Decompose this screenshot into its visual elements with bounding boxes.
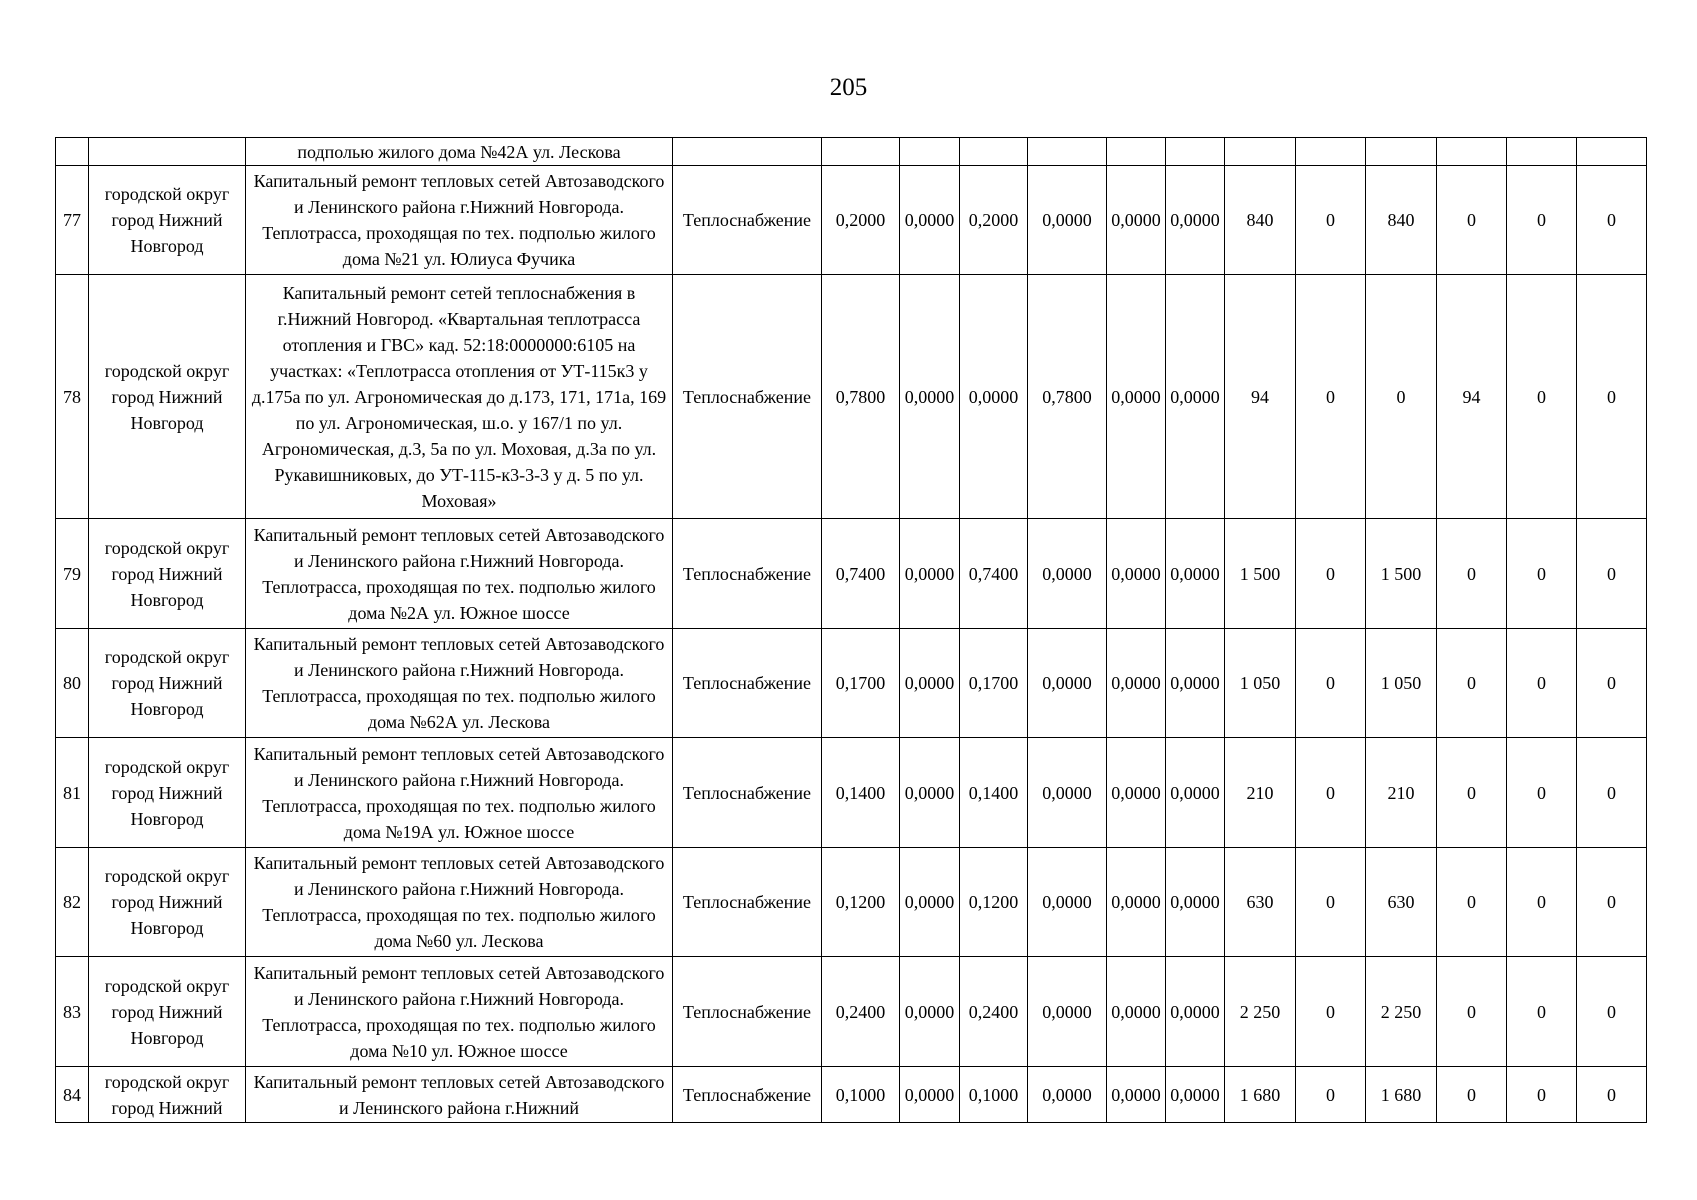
- cell-num: 79: [56, 519, 89, 629]
- cell-v6: 0,0000: [1166, 957, 1225, 1067]
- works-table: [55, 137, 1647, 1123]
- cell-c4: 0: [1437, 1067, 1507, 1123]
- cell-v5: 0,0000: [1107, 848, 1166, 957]
- cell-c3: [1366, 138, 1437, 166]
- cell-type: Теплоснабжение: [673, 957, 822, 1067]
- cell-v4: 0,0000: [1028, 848, 1107, 957]
- table-row: [56, 957, 1647, 1067]
- cell-c3: 2 250: [1366, 957, 1437, 1067]
- cell-c5: 0: [1507, 519, 1577, 629]
- cell-v5: 0,0000: [1107, 519, 1166, 629]
- cell-v1: 0,1400: [822, 738, 900, 848]
- cell-municipality: городской округ город Нижний Новгород: [89, 166, 246, 275]
- cell-c6: 0: [1577, 629, 1647, 738]
- cell-v3: 0,1000: [960, 1067, 1028, 1123]
- cell-municipality: городской округ город Нижний Новгород: [89, 519, 246, 629]
- cell-c3: 1 680: [1366, 1067, 1437, 1123]
- cell-c1: 1 680: [1225, 1067, 1296, 1123]
- cell-num: 84: [56, 1067, 89, 1123]
- cell-v5: 0,0000: [1107, 1067, 1166, 1123]
- cell-description: Капитальный ремонт тепловых сетей Автозаводского и Ленинского района г.Нижний Новгорода. Теплотрасса, проходящая по тех. подполью жилого дома №10 ул. Южное шоссе: [246, 957, 673, 1067]
- table-row-continuation: [56, 138, 1647, 166]
- cell-c4: 94: [1437, 275, 1507, 519]
- cell-v6: 0,0000: [1166, 275, 1225, 519]
- cell-v1: 0,1700: [822, 629, 900, 738]
- cell-v2: 0,0000: [900, 848, 960, 957]
- cell-v1: 0,7800: [822, 275, 900, 519]
- cell-c3: 840: [1366, 166, 1437, 275]
- cell-c4: 0: [1437, 848, 1507, 957]
- cell-num: 82: [56, 848, 89, 957]
- cell-municipality: городской округ город Нижний Новгород: [89, 629, 246, 738]
- cell-c1: 630: [1225, 848, 1296, 957]
- table-row: [56, 738, 1647, 848]
- table-body: [56, 138, 1647, 1123]
- table-row: [56, 166, 1647, 275]
- cell-c5: 0: [1507, 275, 1577, 519]
- cell-v2: 0,0000: [900, 629, 960, 738]
- cell-c2: 0: [1296, 166, 1366, 275]
- cell-v4: 0,0000: [1028, 166, 1107, 275]
- table-row: [56, 275, 1647, 519]
- cell-v2: 0,0000: [900, 957, 960, 1067]
- cell-c5: [1507, 138, 1577, 166]
- cell-c6: 0: [1577, 957, 1647, 1067]
- table-row: [56, 519, 1647, 629]
- cell-c3: 0: [1366, 275, 1437, 519]
- cell-c1: 210: [1225, 738, 1296, 848]
- cell-v5: 0,0000: [1107, 738, 1166, 848]
- cell-c4: 0: [1437, 957, 1507, 1067]
- cell-v5: 0,0000: [1107, 957, 1166, 1067]
- cell-municipality: [89, 138, 246, 166]
- cell-description: Капитальный ремонт тепловых сетей Автозаводского и Ленинского района г.Нижний: [246, 1067, 673, 1123]
- cell-c1: 94: [1225, 275, 1296, 519]
- table-row: [56, 848, 1647, 957]
- cell-c6: 0: [1577, 738, 1647, 848]
- cell-description: Капитальный ремонт тепловых сетей Автозаводского и Ленинского района г.Нижний Новгорода. Теплотрасса, проходящая по тех. подполью жилого дома №19А ул. Южное шоссе: [246, 738, 673, 848]
- cell-c2: 0: [1296, 519, 1366, 629]
- cell-v5: 0,0000: [1107, 166, 1166, 275]
- cell-c3: 1 500: [1366, 519, 1437, 629]
- cell-c2: [1296, 138, 1366, 166]
- cell-c5: 0: [1507, 738, 1577, 848]
- cell-municipality: городской округ город Нижний Новгород: [89, 957, 246, 1067]
- cell-v1: 0,1200: [822, 848, 900, 957]
- cell-c4: 0: [1437, 166, 1507, 275]
- cell-num: 80: [56, 629, 89, 738]
- cell-c6: [1577, 138, 1647, 166]
- cell-c5: 0: [1507, 957, 1577, 1067]
- cell-type: Теплоснабжение: [673, 275, 822, 519]
- cell-c3: 210: [1366, 738, 1437, 848]
- cell-c3: 630: [1366, 848, 1437, 957]
- cell-v4: 0,0000: [1028, 1067, 1107, 1123]
- cell-v6: [1166, 138, 1225, 166]
- cell-v3: 0,7400: [960, 519, 1028, 629]
- cell-v4: 0,0000: [1028, 519, 1107, 629]
- cell-c1: 1 050: [1225, 629, 1296, 738]
- cell-description: Капитальный ремонт тепловых сетей Автозаводского и Ленинского района г.Нижний Новгорода. Теплотрасса, проходящая по тех. подполью жилого дома №21 ул. Юлиуса Фучика: [246, 166, 673, 275]
- cell-v4: 0,0000: [1028, 957, 1107, 1067]
- cell-v6: 0,0000: [1166, 1067, 1225, 1123]
- cell-v4: 0,0000: [1028, 629, 1107, 738]
- cell-c2: 0: [1296, 1067, 1366, 1123]
- cell-v2: [900, 138, 960, 166]
- cell-v2: 0,0000: [900, 738, 960, 848]
- cell-v3: 0,1700: [960, 629, 1028, 738]
- cell-c1: 840: [1225, 166, 1296, 275]
- cell-v3: 0,1200: [960, 848, 1028, 957]
- cell-v1: 0,7400: [822, 519, 900, 629]
- cell-c3: 1 050: [1366, 629, 1437, 738]
- cell-v1: [822, 138, 900, 166]
- cell-v5: 0,0000: [1107, 629, 1166, 738]
- cell-v1: 0,1000: [822, 1067, 900, 1123]
- cell-type: Теплоснабжение: [673, 848, 822, 957]
- cell-v4: 0,7800: [1028, 275, 1107, 519]
- cell-v4: [1028, 138, 1107, 166]
- cell-c1: 2 250: [1225, 957, 1296, 1067]
- cell-v2: 0,0000: [900, 275, 960, 519]
- cell-v6: 0,0000: [1166, 166, 1225, 275]
- cell-v6: 0,0000: [1166, 848, 1225, 957]
- table-row: [56, 1067, 1647, 1123]
- cell-c6: 0: [1577, 166, 1647, 275]
- cell-type: Теплоснабжение: [673, 519, 822, 629]
- cell-type: Теплоснабжение: [673, 738, 822, 848]
- cell-c5: 0: [1507, 1067, 1577, 1123]
- cell-type: Теплоснабжение: [673, 166, 822, 275]
- cell-v3: 0,2400: [960, 957, 1028, 1067]
- cell-num: 78: [56, 275, 89, 519]
- cell-c1: [1225, 138, 1296, 166]
- cell-v3: 0,2000: [960, 166, 1028, 275]
- cell-c4: 0: [1437, 738, 1507, 848]
- cell-description: подполью жилого дома №42А ул. Лескова: [246, 138, 673, 166]
- cell-description: Капитальный ремонт тепловых сетей Автозаводского и Ленинского района г.Нижний Новгорода. Теплотрасса, проходящая по тех. подполью жилого дома №62А ул. Лескова: [246, 629, 673, 738]
- cell-c6: 0: [1577, 848, 1647, 957]
- cell-num: [56, 138, 89, 166]
- cell-c2: 0: [1296, 275, 1366, 519]
- cell-municipality: городской округ город Нижний Новгород: [89, 848, 246, 957]
- cell-v6: 0,0000: [1166, 629, 1225, 738]
- cell-municipality: городской округ город Нижний Новгород: [89, 738, 246, 848]
- cell-c1: 1 500: [1225, 519, 1296, 629]
- cell-v2: 0,0000: [900, 1067, 960, 1123]
- cell-description: Капитальный ремонт сетей теплоснабжения в г.Нижний Новгород. «Квартальная теплотрасса отопления и ГВС» кад. 52:18:0000000:6105 на участках: «Теплотрасса отопления от УТ-115к3 у д.175а по ул. Агрономическая до д.173, 171, 171а, 169 по ул. Агрономическая, ш.о. у 167/1 по ул. Агрономическая, д.3, 5а по ул. Моховая, д.3а по ул. Рукавишниковых, до УТ-115-к3-3-3 у д. 5 по ул. Моховая»: [246, 275, 673, 519]
- cell-num: 81: [56, 738, 89, 848]
- cell-c4: [1437, 138, 1507, 166]
- table-row: [56, 629, 1647, 738]
- cell-municipality: городской округ город Нижний: [89, 1067, 246, 1123]
- page-number: 205: [829, 74, 868, 101]
- cell-num: 83: [56, 957, 89, 1067]
- cell-type: [673, 138, 822, 166]
- cell-c6: 0: [1577, 275, 1647, 519]
- cell-c4: 0: [1437, 629, 1507, 738]
- cell-c5: 0: [1507, 629, 1577, 738]
- cell-c2: 0: [1296, 738, 1366, 848]
- cell-v6: 0,0000: [1166, 519, 1225, 629]
- cell-c2: 0: [1296, 848, 1366, 957]
- cell-v1: 0,2400: [822, 957, 900, 1067]
- cell-c5: 0: [1507, 848, 1577, 957]
- cell-municipality: городской округ город Нижний Новгород: [89, 275, 246, 519]
- cell-description: Капитальный ремонт тепловых сетей Автозаводского и Ленинского района г.Нижний Новгорода. Теплотрасса, проходящая по тех. подполью жилого дома №60 ул. Лескова: [246, 848, 673, 957]
- cell-c6: 0: [1577, 1067, 1647, 1123]
- cell-v6: 0,0000: [1166, 738, 1225, 848]
- cell-c6: 0: [1577, 519, 1647, 629]
- cell-v3: 0,0000: [960, 275, 1028, 519]
- cell-v2: 0,0000: [900, 166, 960, 275]
- cell-v3: 0,1400: [960, 738, 1028, 848]
- cell-c2: 0: [1296, 957, 1366, 1067]
- cell-type: Теплоснабжение: [673, 629, 822, 738]
- cell-description: Капитальный ремонт тепловых сетей Автозаводского и Ленинского района г.Нижний Новгорода. Теплотрасса, проходящая по тех. подполью жилого дома №2А ул. Южное шоссе: [246, 519, 673, 629]
- cell-c4: 0: [1437, 519, 1507, 629]
- cell-type: Теплоснабжение: [673, 1067, 822, 1123]
- cell-c5: 0: [1507, 166, 1577, 275]
- cell-v4: 0,0000: [1028, 738, 1107, 848]
- cell-v2: 0,0000: [900, 519, 960, 629]
- cell-v3: [960, 138, 1028, 166]
- cell-v5: 0,0000: [1107, 275, 1166, 519]
- cell-c2: 0: [1296, 629, 1366, 738]
- cell-v1: 0,2000: [822, 166, 900, 275]
- cell-v5: [1107, 138, 1166, 166]
- cell-num: 77: [56, 166, 89, 275]
